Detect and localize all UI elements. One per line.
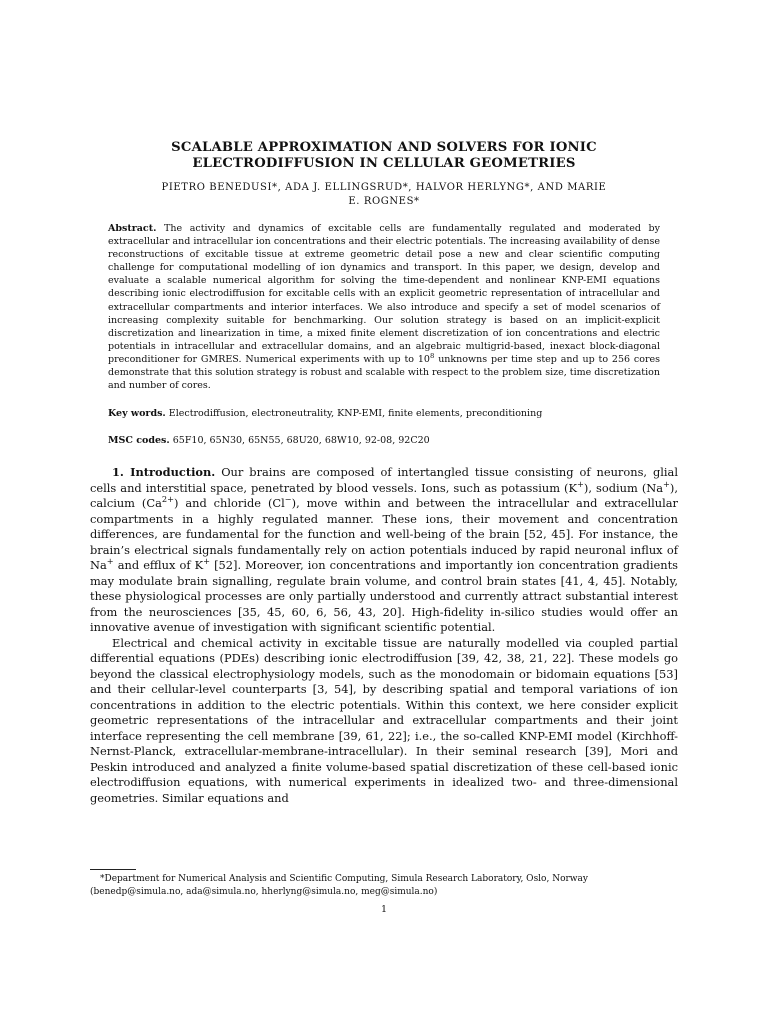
keywords-label: Key words. [108,408,166,419]
title-line-1: SCALABLE APPROXIMATION AND SOLVERS FOR IONIC [171,140,597,155]
msc-label: MSC codes. [108,435,170,446]
footnote-rule [90,869,136,870]
intro-paragraph-1 [90,465,678,636]
abstract-text: The activity and dynamics of excitable cells are fundamentally regulated and moderated by extracellular and intracellular ion concentrations and their electric potentials. The increasing availability of dense reconstructions of excitable tissue at extreme geometric detail pose a new and clear scientific computing challenge for computational modelling of ion dynamics and transport. In this paper, we design, develop and evaluate a scalable numerical algorithm for solving the time-dependent and nonlinear KNP-EMI equations describing ionic electrodiffusion for excitable cells with an explicit geometric representation of intracellular and extracellular compartments and interior interfaces. We also introduce and specify a set of model scenarios of increasing complexity suitable for benchmarking. Our solution strategy is based on an implicit-explicit discretization and linearization in time, a mixed finite element discretization of ion concentrations and electric potentials in intracellular and extracellular domains, and an algebraic multigrid-based, inexact block-diagonal preconditioner for GMRES. Numerical experiments with up to 10 [108,223,660,365]
superscript: − [284,494,292,505]
body-text [90,465,678,806]
superscript: + [577,478,584,489]
page-number: 1 [380,904,388,915]
intro-text: ), move within and between the intracellular and extracellular compartments in a highly regulated manner. These ions, their movement and concentration differences, are fundamental for the function and well-being of the brain [52, 45]. For instance, the brain’s electrical signals fundamentally rely on action potentials induced by rapid neuronal influx of Na [90,496,678,572]
authors-line-2: E. ROGNES* [348,196,420,207]
abstract-text-end: unknowns per time step and up to 256 cores demonstrate that this solution strategy is robust and scalable with respect to the problem size, time discretization and number of cores. [108,353,660,392]
footnote: *Department for Numerical Analysis and Scientific Computing, Simula Research Laboratory, Oslo, Norway (benedp@simula.no, ada@simula.no, hherlyng@simula.no, meg@simula.no) [90,874,588,897]
intro-paragraph-2: Electrical and chemical activity in excitable tissue are naturally modelled via coupled partial differential equations (PDEs) describing ionic electrodiffusion [39, 42, 38, 21, 22]. These models go beyond the classical electrophysiology models, such as the monodomain or bidomain equations [53] and their cellular-level counterparts [3, 54], by describing spatial and temporal variations of ion concentrations in addition to the electric potentials. Within this context, we here consider explicit geometric representations of the intracellular and extracellular compartments and their joint interface representing the cell membrane [39, 61, 22]; i.e., the so-called KNP-EMI model (Kirchhoff-Nernst-Planck, extracellular-membrane-intracellular). In their seminal research [39], Mori and Peskin introduced and analyzed a finite volume-based spatial discretization of these cell-based ionic electrodiffusion equations, with numerical experiments in idealized two- and three-dimensional geometries. Similar equations and [90,635,678,805]
intro-text: [52]. Moreover, ion concentrations and importantly ion concentration gradients may modulate brain signalling, regulate brain volume, and control brain states [41, 4, 45]. Notably, these physiological processes are only partially understood and currently attract substantial interest from the neurosciences [35, 45, 60, 6, 56, 43, 20]. High-fidelity in-silico studies would offer an innovative avenue of investigation with significant scientific potential. [90,558,678,634]
paper-title [90,140,678,172]
author-list [96,181,672,209]
intro-text: ), calcium (Ca [90,480,678,510]
title-line-2: ELECTRODIFFUSION IN CELLULAR GEOMETRIES [192,156,576,171]
section-heading: 1. Introduction. [112,465,216,479]
superscript: + [106,556,114,567]
superscript: + [663,478,670,489]
msc-text: 65F10, 65N30, 65N55, 68U20, 68W10, 92-08, 92C20 [172,435,430,446]
intro-text: and efflux of K [113,558,204,572]
abstract-exponent: 8 [429,351,435,360]
msc-codes [108,434,660,447]
keywords-text: Electrodiffusion, electroneutrality, KNP-EMI, finite elements, preconditioning [168,408,543,419]
keywords [108,407,660,420]
authors-line-1: PIETRO BENEDUSI*, ADA J. ELLINGSRUD*, HALVOR HERLYNG*, AND MARIE [161,182,607,193]
intro-text: ), sodium (Na [583,480,664,495]
abstract-label: Abstract. [108,223,157,234]
superscript: 2+ [161,494,174,505]
intro-text: Our brains are composed of intertangled tissue consisting of neurons, glial cells and interstitial space, penetrated by blood vessels. Ions, such as potassium (K [90,465,678,495]
abstract [108,222,660,392]
superscript: + [203,556,211,567]
intro-text: ) and chloride (Cl [173,496,285,510]
